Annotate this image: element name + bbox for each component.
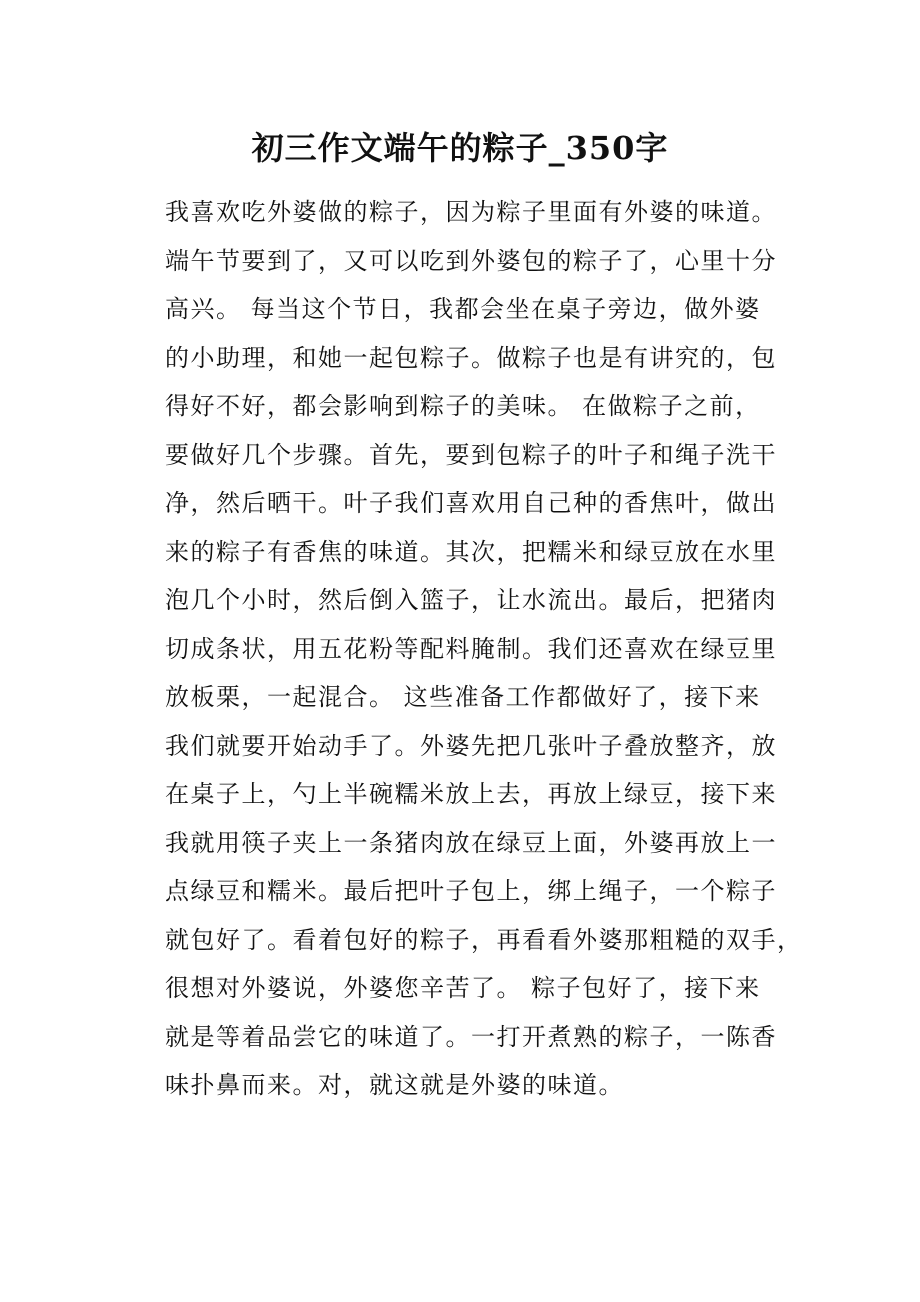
essay-body — [165, 188, 803, 1110]
text-line: 切成条状，用五花粉等配料腌制。我们还喜欢在绿豆里 — [165, 634, 777, 663]
text-line: 放板栗，一起混合。 这些准备工作都做好了，接下来 — [165, 683, 761, 711]
text-line: 高兴。 每当这个节日，我都会坐在桌子旁边，做外婆 — [165, 295, 761, 323]
text-line: 很想对外婆说，外婆您辛苦了。 粽子包好了，接下来 — [165, 974, 761, 1002]
document-title: 初三作文端午的粽子_350字 — [251, 129, 669, 167]
text-line: 泡几个小时，然后倒入篮子，让水流出。最后，把猪肉 — [165, 586, 777, 614]
text-line: 来的粽子有香焦的味道。其次，把糯米和绿豆放在水里 — [165, 537, 777, 566]
text-line: 要做好几个步骤。首先，要到包粽子的叶子和绳子洗干 — [165, 440, 777, 469]
text-line: 净，然后晒干。叶子我们喜欢用自己种的香焦叶，做出 — [165, 489, 777, 517]
text-line: 在桌子上，勺上半碗糯米放上去，再放上绿豆，接下来 — [165, 780, 777, 808]
text-line: 就是等着品尝它的味道了。一打开煮熟的粽子，一陈香 — [165, 1022, 777, 1051]
text-line: 得好不好，都会影响到粽子的美味。 在做粽子之前， — [165, 392, 761, 420]
text-line: 就包好了。看着包好的粽子，再看看外婆那粗糙的双手， — [165, 925, 803, 954]
text-line: 我就用筷子夹上一条猪肉放在绿豆上面，外婆再放上一 — [165, 828, 777, 857]
text-line: 我喜欢吃外婆做的粽子，因为粽子里面有外婆的味道。 — [165, 198, 777, 226]
text-line: 端午节要到了，又可以吃到外婆包的粽子了，心里十分 — [165, 246, 777, 275]
text-line: 味扑鼻而来。对，就这就是外婆的味道。 — [165, 1071, 624, 1099]
text-line: 点绿豆和糯米。最后把叶子包上，绑上绳子，一个粽子 — [165, 877, 777, 905]
text-line: 的小助理，和她一起包粽子。做粽子也是有讲究的，包 — [165, 343, 777, 372]
text-line: 我们就要开始动手了。外婆先把几张叶子叠放整齐，放 — [165, 731, 777, 760]
